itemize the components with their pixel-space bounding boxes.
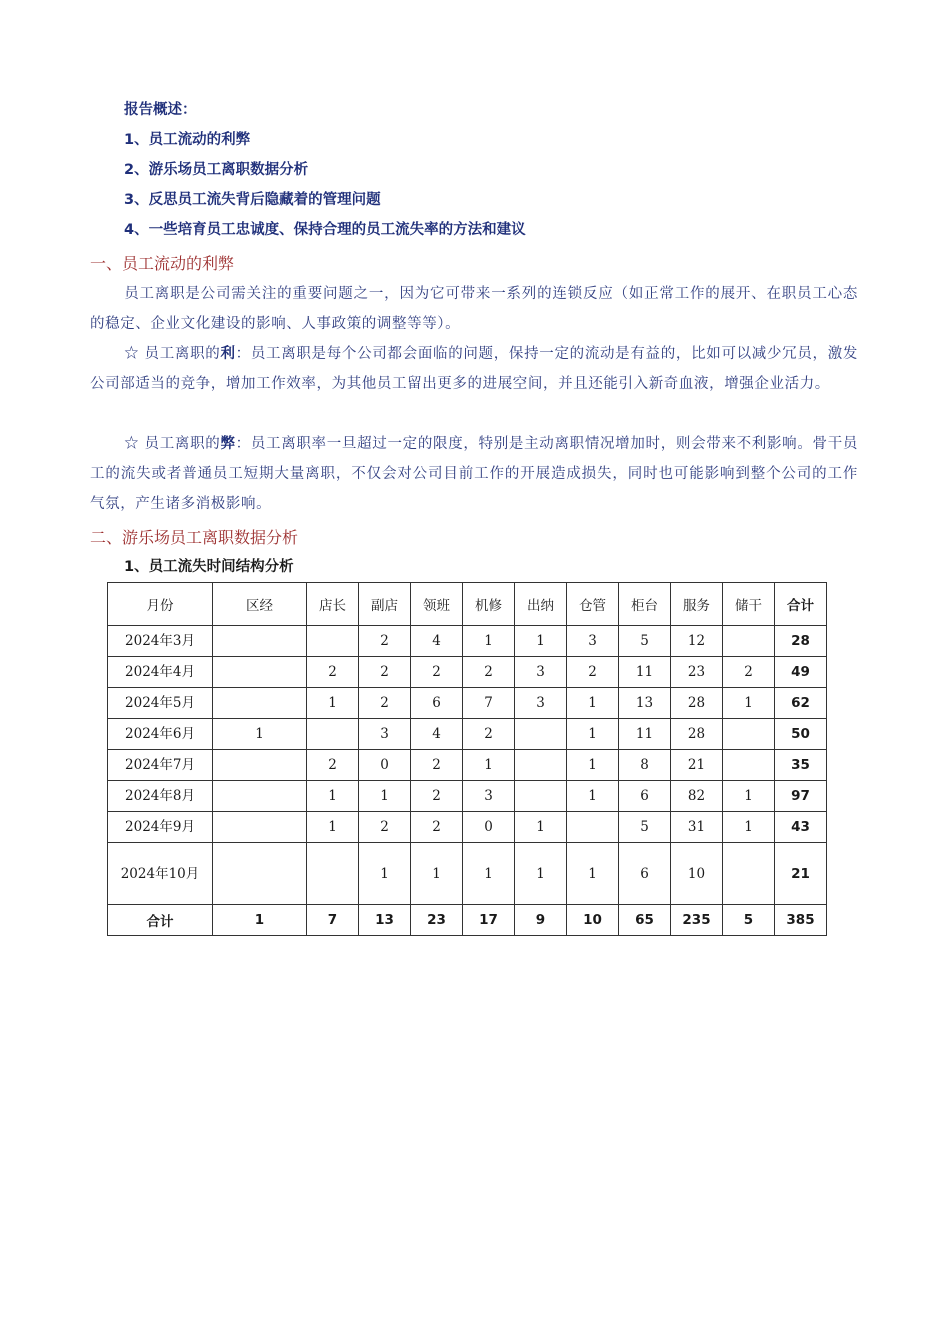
- table-cell: 28: [671, 688, 723, 719]
- month-cell: 2024年7月: [108, 750, 213, 781]
- table-cell: 1: [359, 781, 411, 812]
- table-cell: 1: [567, 688, 619, 719]
- total-cell: 1: [213, 905, 307, 936]
- row-total-cell: 21: [775, 843, 827, 905]
- table-cell: 2: [411, 812, 463, 843]
- table-cell: [723, 843, 775, 905]
- table-cell: 2: [359, 688, 411, 719]
- table-cell: 1: [307, 688, 359, 719]
- table-cell: 1: [567, 750, 619, 781]
- total-cell: 5: [723, 905, 775, 936]
- header-cell: 柜台: [619, 583, 671, 626]
- table-cell: 1: [515, 626, 567, 657]
- table-row: [108, 657, 827, 688]
- table-cell: 4: [411, 719, 463, 750]
- table-cell: 11: [619, 657, 671, 688]
- row-total-cell: 62: [775, 688, 827, 719]
- table-cell: 13: [619, 688, 671, 719]
- header-cell: 出纳: [515, 583, 567, 626]
- table-cell: [723, 750, 775, 781]
- table-row: [108, 843, 827, 905]
- table-cell: [307, 719, 359, 750]
- total-cell: 65: [619, 905, 671, 936]
- header-cell: 仓管: [567, 583, 619, 626]
- month-cell: 2024年6月: [108, 719, 213, 750]
- paragraph-keyword: 利: [220, 345, 236, 362]
- table-cell: [213, 657, 307, 688]
- header-cell: 店长: [307, 583, 359, 626]
- report-overview: [124, 98, 526, 248]
- section-1-paragraph-3: [90, 429, 858, 519]
- month-cell: 2024年10月: [108, 843, 213, 905]
- table-body: [108, 626, 827, 936]
- table-cell: 3: [515, 657, 567, 688]
- table-cell: 3: [463, 781, 515, 812]
- month-cell: 2024年8月: [108, 781, 213, 812]
- table-cell: [515, 719, 567, 750]
- row-total-cell: 35: [775, 750, 827, 781]
- table-cell: 31: [671, 812, 723, 843]
- table-cell: [307, 626, 359, 657]
- table-cell: 1: [723, 812, 775, 843]
- table-cell: 1: [411, 843, 463, 905]
- total-cell: 23: [411, 905, 463, 936]
- table-cell: 2: [411, 750, 463, 781]
- total-cell: 10: [567, 905, 619, 936]
- total-cell: 9: [515, 905, 567, 936]
- table-cell: 2: [411, 657, 463, 688]
- table-cell: 1: [463, 843, 515, 905]
- table-cell: 1: [723, 688, 775, 719]
- table-cell: 0: [463, 812, 515, 843]
- table-cell: 2: [411, 781, 463, 812]
- table-cell: 12: [671, 626, 723, 657]
- row-total-cell: 43: [775, 812, 827, 843]
- table-cell: 1: [359, 843, 411, 905]
- header-cell: 机修: [463, 583, 515, 626]
- section-1-paragraph-1: [90, 279, 858, 339]
- table-cell: [213, 843, 307, 905]
- table-row: [108, 812, 827, 843]
- table-cell: 2: [359, 626, 411, 657]
- total-label-cell: 合计: [108, 905, 213, 936]
- header-cell: 副店: [359, 583, 411, 626]
- month-cell: 2024年5月: [108, 688, 213, 719]
- row-total-cell: 50: [775, 719, 827, 750]
- table-cell: 2: [723, 657, 775, 688]
- table-row: [108, 781, 827, 812]
- table-cell: 1: [567, 719, 619, 750]
- total-cell: 13: [359, 905, 411, 936]
- total-cell: 17: [463, 905, 515, 936]
- table-cell: 3: [567, 626, 619, 657]
- table-cell: [515, 750, 567, 781]
- table-cell: 5: [619, 626, 671, 657]
- header-cell: 月份: [108, 583, 213, 626]
- table-cell: 1: [307, 812, 359, 843]
- total-cell: 235: [671, 905, 723, 936]
- total-cell: 7: [307, 905, 359, 936]
- table-cell: [723, 719, 775, 750]
- header-cell: 领班: [411, 583, 463, 626]
- section-1-paragraph-2: [90, 339, 858, 399]
- header-cell: 合计: [775, 583, 827, 626]
- table-row: [108, 719, 827, 750]
- paragraph-prefix: ☆ 员工离职的: [124, 436, 221, 452]
- overview-item: 4、一些培育员工忠诚度、保持合理的员工流失率的方法和建议: [124, 222, 526, 238]
- table-cell: 1: [463, 626, 515, 657]
- table-cell: 1: [723, 781, 775, 812]
- paragraph-text: ：员工离职率一旦超过一定的限度，特别是主动离职情况增加时，则会带来不利影响。骨干员工的流失或者普通员工短期大量离职，不仅会对公司目前工作的开展造成损失，同时也可能影响到整个公司的工作气氛，产生诸多消极影响。: [90, 436, 858, 512]
- table-cell: 7: [463, 688, 515, 719]
- header-cell: 储干: [723, 583, 775, 626]
- overview-item: 1、员工流动的利弊: [124, 132, 251, 148]
- table-cell: 1: [307, 781, 359, 812]
- table-cell: 6: [411, 688, 463, 719]
- table-row: [108, 626, 827, 657]
- table-cell: [567, 812, 619, 843]
- table-cell: 2: [359, 812, 411, 843]
- table-cell: 0: [359, 750, 411, 781]
- table-header-row: [108, 583, 827, 626]
- section-2-heading: 二、游乐场员工离职数据分析: [90, 528, 299, 547]
- table-cell: [213, 750, 307, 781]
- table-cell: [213, 812, 307, 843]
- table-cell: [213, 688, 307, 719]
- table-cell: 6: [619, 843, 671, 905]
- table-cell: [723, 626, 775, 657]
- table-cell: 82: [671, 781, 723, 812]
- table-cell: 11: [619, 719, 671, 750]
- overview-title: 报告概述：: [124, 102, 197, 118]
- table-total-row: [108, 905, 827, 936]
- overview-item: 2、游乐场员工离职数据分析: [124, 162, 309, 178]
- overview-item: 3、反思员工流失背后隐藏着的管理问题: [124, 192, 381, 208]
- table-cell: 2: [307, 657, 359, 688]
- table-cell: 2: [463, 657, 515, 688]
- table-cell: [307, 843, 359, 905]
- paragraph-text: ：员工离职是每个公司都会面临的问题，保持一定的流动是有益的，比如可以减少冗员，激发公司部适当的竞争，增加工作效率，为其他员工留出更多的进展空间，并且还能引入新奇血液，增强企业活力。: [90, 346, 858, 392]
- row-total-cell: 49: [775, 657, 827, 688]
- table-cell: 4: [411, 626, 463, 657]
- table-cell: 3: [515, 688, 567, 719]
- table-cell: 1: [567, 781, 619, 812]
- month-cell: 2024年9月: [108, 812, 213, 843]
- table-cell: 28: [671, 719, 723, 750]
- table-cell: 2: [307, 750, 359, 781]
- table-cell: 21: [671, 750, 723, 781]
- table-caption: 1、员工流失时间结构分析: [124, 559, 294, 575]
- table-cell: 2: [359, 657, 411, 688]
- header-cell: 服务: [671, 583, 723, 626]
- table-row: [108, 750, 827, 781]
- table-cell: 1: [567, 843, 619, 905]
- month-cell: 2024年3月: [108, 626, 213, 657]
- table-cell: 10: [671, 843, 723, 905]
- table-cell: [515, 781, 567, 812]
- table-cell: [213, 626, 307, 657]
- paragraph-prefix: ☆ 员工离职的: [124, 346, 221, 362]
- turnover-table: [107, 582, 827, 936]
- month-cell: 2024年4月: [108, 657, 213, 688]
- row-total-cell: 97: [775, 781, 827, 812]
- table-cell: 1: [463, 750, 515, 781]
- paragraph-keyword: 弊: [220, 435, 236, 452]
- table-cell: 3: [359, 719, 411, 750]
- table-cell: 5: [619, 812, 671, 843]
- table-cell: 1: [515, 843, 567, 905]
- table-cell: 23: [671, 657, 723, 688]
- table-cell: 2: [567, 657, 619, 688]
- table-cell: 2: [463, 719, 515, 750]
- header-cell: 区经: [213, 583, 307, 626]
- total-cell: 385: [775, 905, 827, 936]
- paragraph-text: 员工离职是公司需关注的重要问题之一，因为它可带来一系列的连锁反应（如正常工作的展开、在职员工心态的稳定、企业文化建设的影响、人事政策的调整等等）。: [90, 286, 858, 332]
- table-cell: 8: [619, 750, 671, 781]
- table-row: [108, 688, 827, 719]
- table-cell: 6: [619, 781, 671, 812]
- row-total-cell: 28: [775, 626, 827, 657]
- table-cell: 1: [515, 812, 567, 843]
- table-cell: [213, 781, 307, 812]
- section-1-heading: 一、员工流动的利弊: [90, 254, 235, 273]
- table-cell: 1: [213, 719, 307, 750]
